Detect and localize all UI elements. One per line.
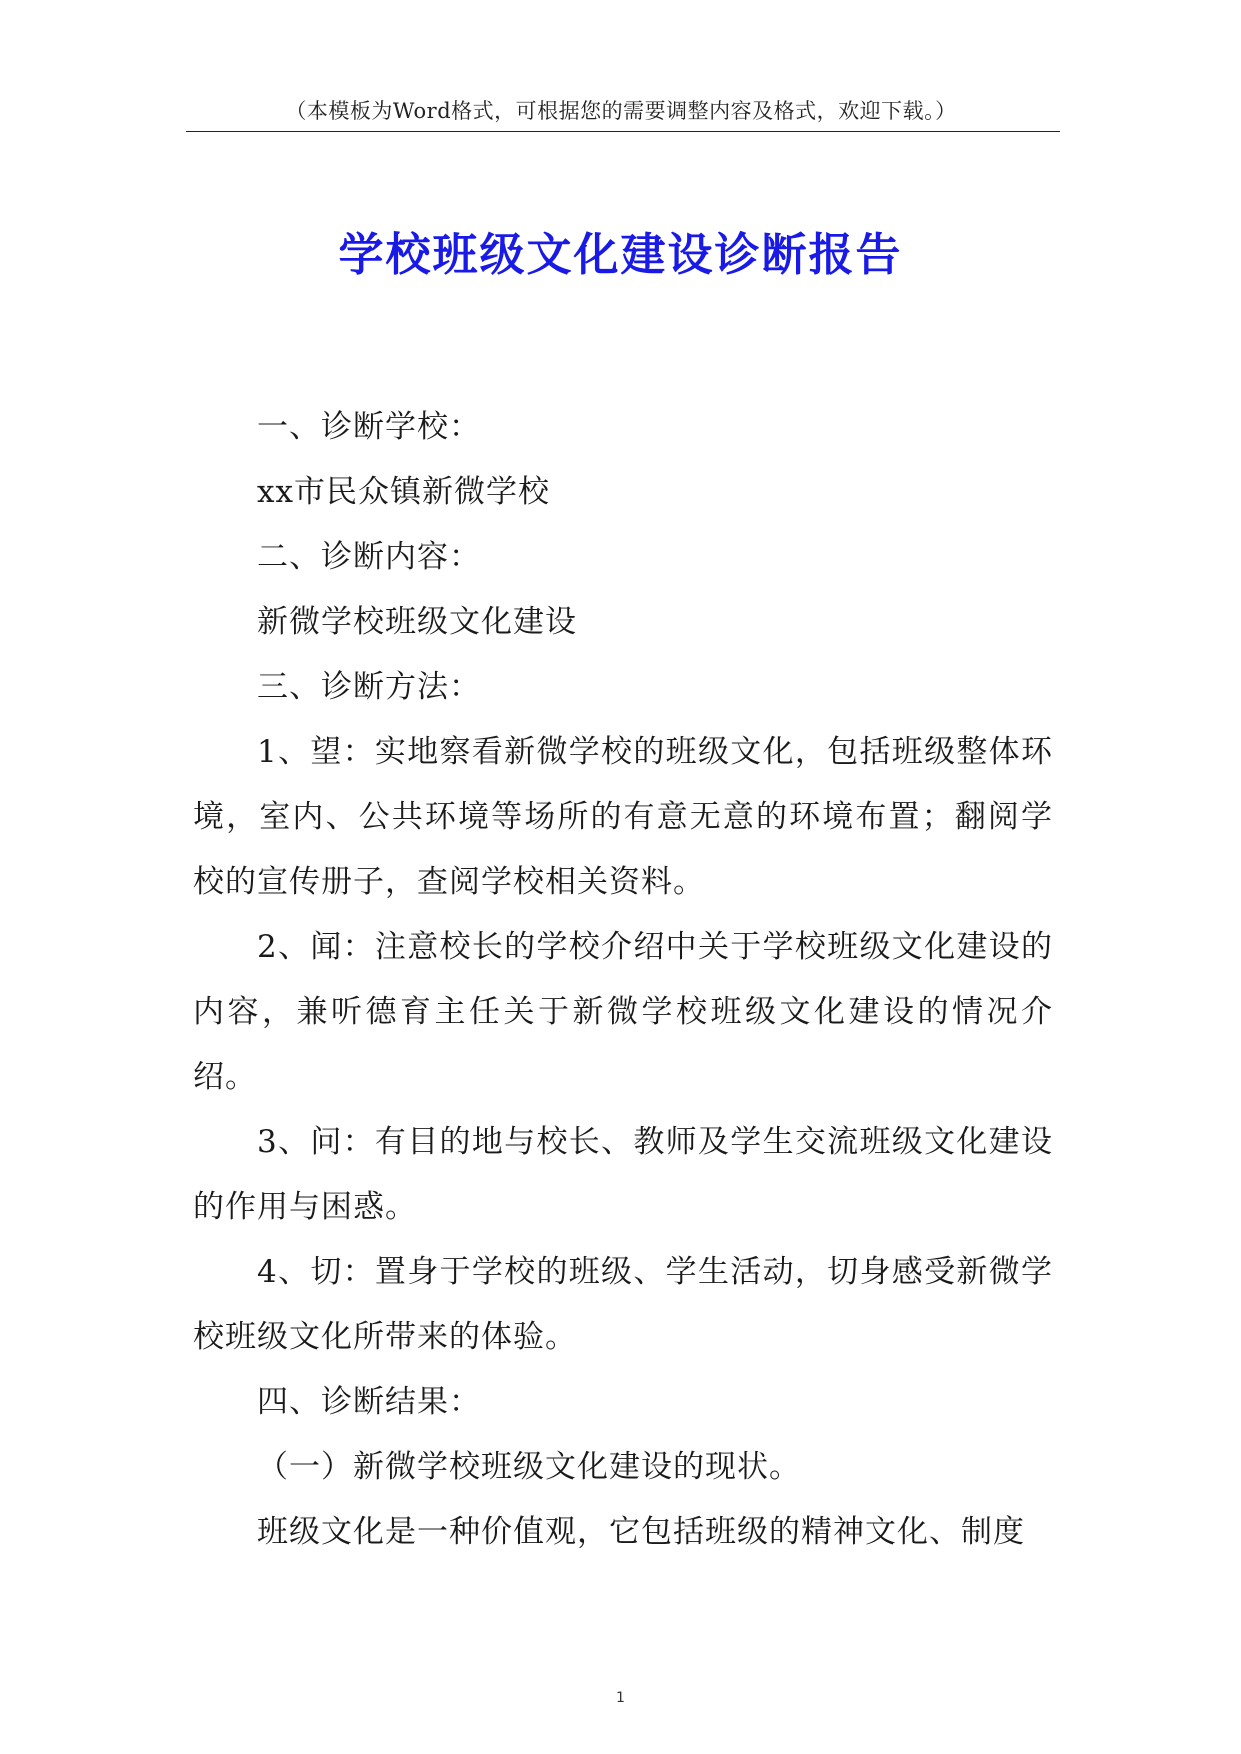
header-note: （本模板为Word格式，可根据您的需要调整内容及格式，欢迎下载。）: [285, 99, 957, 123]
method-listen-paragraph: 2、闻：注意校长的学校介绍中关于学校班级文化建设的内容，兼听德育主任关于新微学校班级文化建设的情况介绍。: [193, 929, 1053, 1095]
header-divider: [186, 131, 1060, 132]
section-heading-school: 一、诊断学校：: [257, 409, 481, 445]
subsection-heading-status: （一）新微学校班级文化建设的现状。: [257, 1449, 801, 1485]
document-title: 学校班级文化建设诊断报告: [338, 228, 903, 281]
body-paragraph: 班级文化是一种价值观，它包括班级的精神文化、制度: [257, 1514, 1025, 1550]
section-heading-content: 二、诊断内容：: [257, 539, 481, 575]
diagnosis-content: 新微学校班级文化建设: [257, 604, 577, 640]
method-feel-paragraph: 4、切：置身于学校的班级、学生活动，切身感受新微学校班级文化所带来的体验。: [193, 1254, 1053, 1355]
method-ask-paragraph: 3、问：有目的地与校长、教师及学生交流班级文化建设的作用与困惑。: [193, 1124, 1053, 1225]
section-heading-method: 三、诊断方法：: [257, 669, 481, 705]
method-look-paragraph: 1、望：实地察看新微学校的班级文化，包括班级整体环境，室内、公共环境等场所的有意无意的环境布置；翻阅学校的宣传册子，查阅学校相关资料。: [193, 734, 1053, 900]
document-body: [193, 395, 1053, 1565]
page-number: 1: [616, 1690, 625, 1706]
section-heading-result: 四、诊断结果：: [257, 1384, 481, 1420]
school-name: xx市民众镇新微学校: [257, 474, 550, 510]
